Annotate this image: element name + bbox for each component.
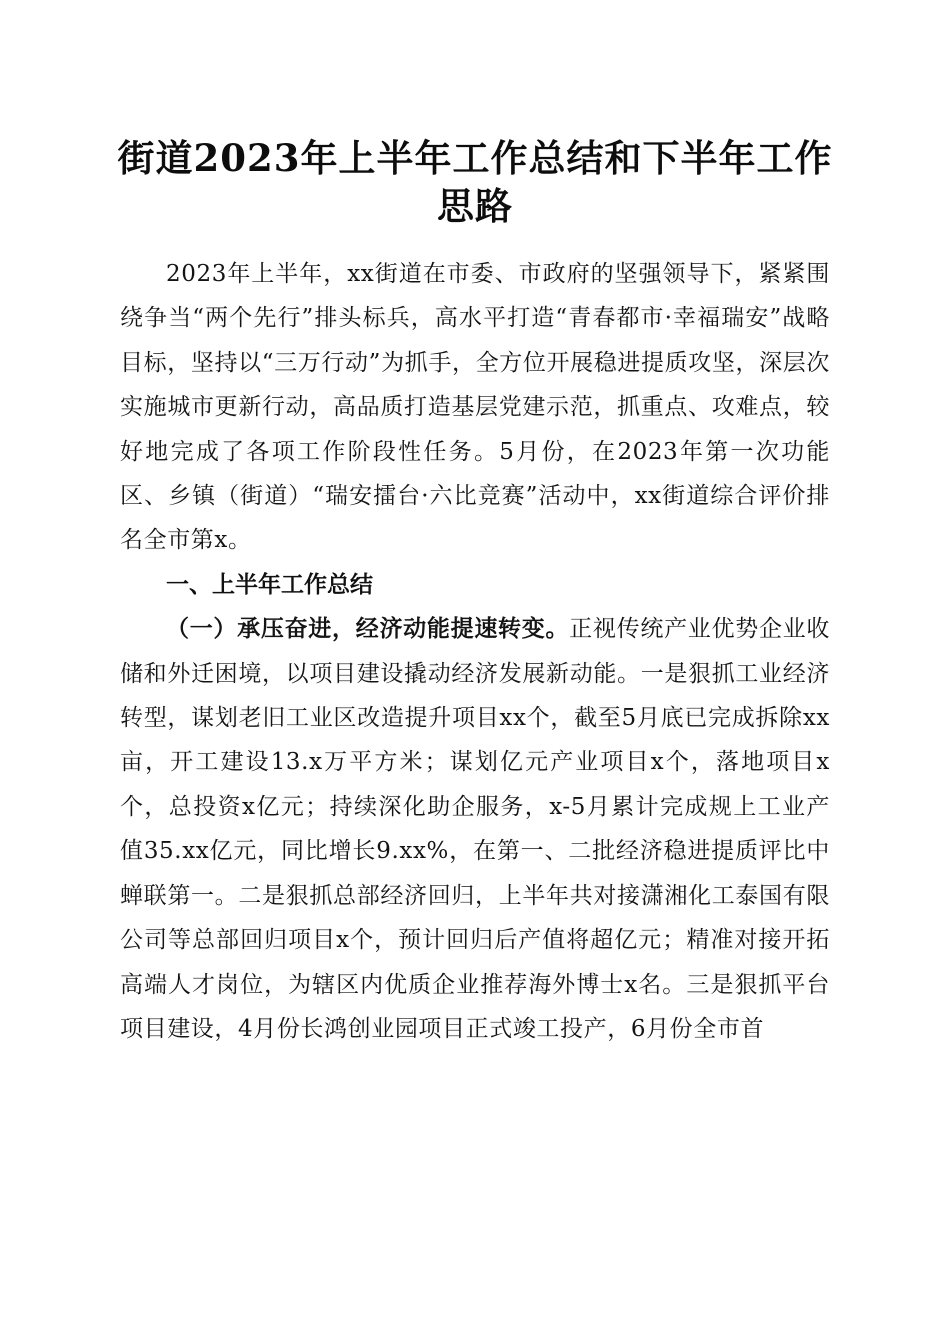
document-body [120,252,830,1051]
intro-paragraph: 2023年上半年，xx街道在市委、市政府的坚强领导下，紧紧围绕争当“两个先行”排头标兵，高水平打造“青春都市·幸福瑞安”战略目标，坚持以“三万行动”为抓手，全方位开展稳进提质攻坚，深层次实施城市更新行动，高品质打造基层党建示范，抓重点、攻难点，较好地完成了各项工作阶段性任务。5月份，在2023年第一次功能区、乡镇（街道）“瑞安擂台·六比竞赛”活动中，xx街道综合评价排名全市第x。 [120,261,830,554]
subsection-text: 正视传统产业优势企业收储和外迁困境，以项目建设撬动经济发展新动能。一是狠抓工业经济转型，谋划老旧工业区改造提升项目xx个，截至5月底已完成拆除xx亩，开工建设13.x万平方米；谋划亿元产业项目x个，落地项目x个，总投资x亿元；持续深化助企服务，x-5月累计完成规上工业产值35.xx亿元，同比增长9.xx%，在第一、二批经济稳进提质评比中蝉联第一。二是狠抓总部经济回归，上半年共对接潇湘化工泰国有限公司等总部回归项目x个，预计回归后产值将超亿元；精准对接开拓高端人才岗位，为辖区内优质企业推荐海外博士x名。三是狠抓平台项目建设，4月份长鸿创业园项目正式竣工投产，6月份全市首 [120,616,830,1042]
section-heading: 一、上半年工作总结 [166,571,373,598]
subsection-paragraph [120,607,830,1051]
subsection-lead: （一）承压奋进，经济动能提速转变。 [166,615,570,643]
document-title: 街道2023年上半年工作总结和下半年工作思路 [117,136,833,228]
